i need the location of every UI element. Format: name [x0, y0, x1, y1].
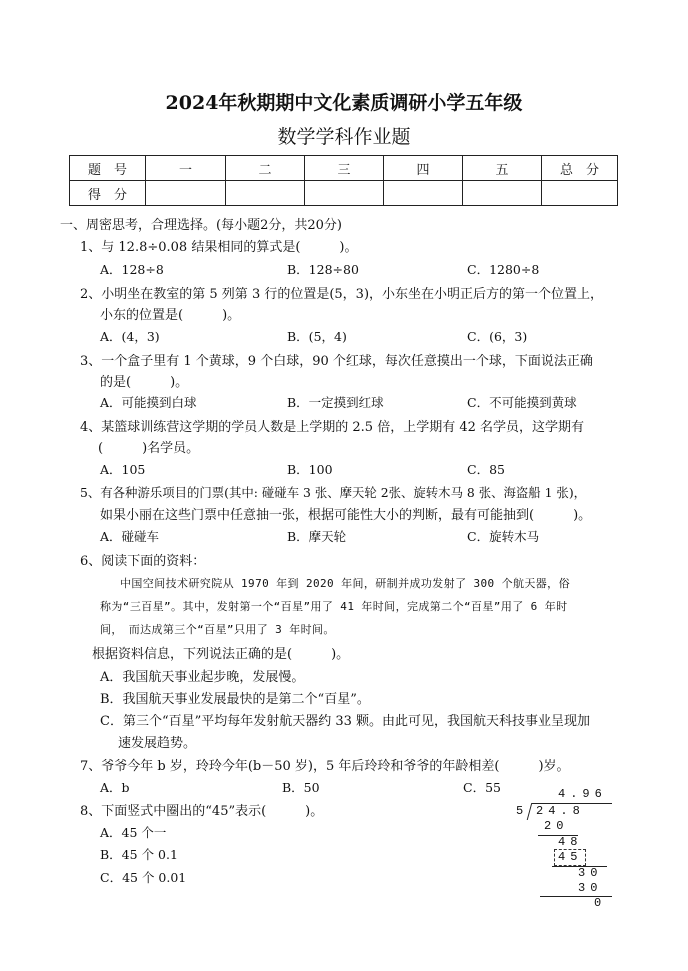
q2-option-c[interactable]: C．(6，3): [467, 329, 528, 344]
question-2-stem-line2: 小东的位置是( )。: [100, 308, 241, 323]
q3-option-a[interactable]: A．可能摸到白球: [100, 395, 197, 410]
q1-option-a[interactable]: A．128÷8: [100, 262, 164, 277]
ld-step: 30: [578, 881, 603, 895]
score-header-cell: 总 分: [542, 156, 618, 181]
question-3-stem-line1: 3、一个盒子里有 1 个黄球，9 个白球，90 个红球，每次任意摸出一个球，下面说法正确: [80, 354, 593, 369]
score-table: [69, 155, 618, 206]
score-header-cell: 二: [226, 156, 305, 181]
q5-option-a[interactable]: A．碰碰车: [100, 529, 160, 544]
q2-option-a[interactable]: A．(4，3): [100, 329, 160, 344]
page-subtitle: 数学学科作业题: [277, 126, 411, 148]
question-4-stem-line2: ( )名学员。: [98, 441, 200, 456]
question-4-stem-line1: 4、某篮球训练营这学期的学员人数是上学期的 2.5 倍，上学期有 42 名学员，这学期有: [80, 420, 585, 435]
question-6-question: 根据资料信息，下列说法正确的是( )。: [92, 647, 350, 662]
ld-step-circled: 45: [558, 850, 583, 864]
ld-step: 0: [594, 896, 602, 910]
q6-option-b[interactable]: B．我国航天事业发展最快的是第二个“百星”。: [100, 692, 370, 707]
score-cell[interactable]: [226, 181, 305, 206]
score-header-cell: 五: [463, 156, 542, 181]
question-8-stem: 8、下面竖式中圈出的“45”表示( )。: [80, 804, 324, 819]
ld-digit: 4.96: [558, 787, 607, 801]
q4-option-c[interactable]: C．85: [467, 462, 505, 477]
question-1-stem: 1、与 12.8÷0.08 结果相同的算式是( )。: [80, 240, 358, 255]
q8-option-b[interactable]: B．45 个 0.1: [100, 847, 178, 862]
q1-option-b[interactable]: B．128÷80: [287, 262, 359, 277]
ld-dividend: 24.8: [536, 804, 585, 818]
long-division: [510, 785, 620, 910]
score-header-cell: 四: [384, 156, 463, 181]
reading-passage-line1: 中国空间技术研究院从 1970 年到 2020 年间，研制并成功发射了 300 个航天器，俗: [120, 577, 570, 590]
score-cell[interactable]: [384, 181, 463, 206]
question-6-stem: 6、阅读下面的资料：: [80, 554, 206, 569]
q5-option-c[interactable]: C．旋转木马: [467, 529, 540, 544]
score-table-score-row: [70, 181, 618, 206]
q6-option-c-line2: 速发展趋势。: [118, 736, 197, 751]
score-cell[interactable]: [305, 181, 384, 206]
q8-option-a[interactable]: A．45 个一: [100, 825, 167, 840]
q7-option-c[interactable]: C．55: [463, 780, 501, 795]
q1-option-c[interactable]: C．1280÷8: [467, 262, 540, 277]
q2-option-b[interactable]: B．(5，4): [287, 329, 347, 344]
q3-option-c[interactable]: C．不可能摸到黄球: [467, 395, 577, 410]
q8-option-c[interactable]: C．45 个 0.01: [100, 870, 187, 885]
q6-option-c-line1[interactable]: C．第三个“百星”平均每年发射航天器约 33 颗。由此可见，我国航天科技事业呈现加: [100, 714, 591, 729]
ld-divisor: 5: [516, 804, 524, 818]
q6-option-a[interactable]: A．我国航天事业起步晚，发展慢。: [100, 670, 305, 685]
q7-option-a[interactable]: A．b: [100, 780, 130, 795]
score-row-label: 得 分: [70, 181, 146, 206]
question-3-stem-line2: 的是( )。: [100, 375, 189, 390]
question-5-stem-line2: 如果小丽在这些门票中任意抽一张，根据可能性大小的判断，最有可能抽到( )。: [100, 508, 592, 523]
q4-option-b[interactable]: B．100: [287, 462, 333, 477]
q7-option-b[interactable]: B．50: [282, 780, 320, 795]
page-title: 2024年秋期期中文化素质调研小学五年级: [165, 92, 523, 114]
q3-option-b[interactable]: B．一定摸到红球: [287, 395, 384, 410]
ld-step: 30: [578, 866, 603, 880]
score-cell[interactable]: [542, 181, 618, 206]
score-header-cell: 题 号: [70, 156, 146, 181]
score-header-cell: 三: [305, 156, 384, 181]
reading-passage-line3: 间， 而达成第三个“百星”只用了 3 年时间。: [100, 623, 335, 636]
section-heading: 一、周密思考，合理选择。(每小题2分，共20分): [60, 218, 342, 233]
score-cell[interactable]: [146, 181, 226, 206]
question-2-stem-line1: 2、小明坐在教室的第 5 列第 3 行的位置是(5，3)，小东坐在小明正后方的第一个位置上，: [80, 287, 604, 302]
score-table-header-row: [70, 156, 618, 181]
q4-option-a[interactable]: A．105: [100, 462, 146, 477]
reading-passage-line2: 称为“三百星”。其中，发射第一个“百星”用了 41 年时间，完成第二个“百星”用了 6 年时: [100, 600, 568, 613]
score-header-cell: 一: [146, 156, 226, 181]
question-5-stem-line1: 5、有各种游乐项目的门票(其中: 碰碰车 3 张、摩天轮 2张、旋转木马 8 张、海盗船 1 张)，: [80, 485, 587, 500]
ld-step: 48: [558, 835, 583, 849]
ld-bracket-side: [527, 803, 533, 820]
ld-step: 20: [544, 819, 569, 833]
question-7-stem: 7、爷爷今年 b 岁，玲玲今年(b－50 岁)，5 年后玲玲和爷爷的年龄相差( )岁。: [80, 759, 570, 774]
q5-option-b[interactable]: B．摩天轮: [287, 529, 347, 544]
score-cell[interactable]: [463, 181, 542, 206]
